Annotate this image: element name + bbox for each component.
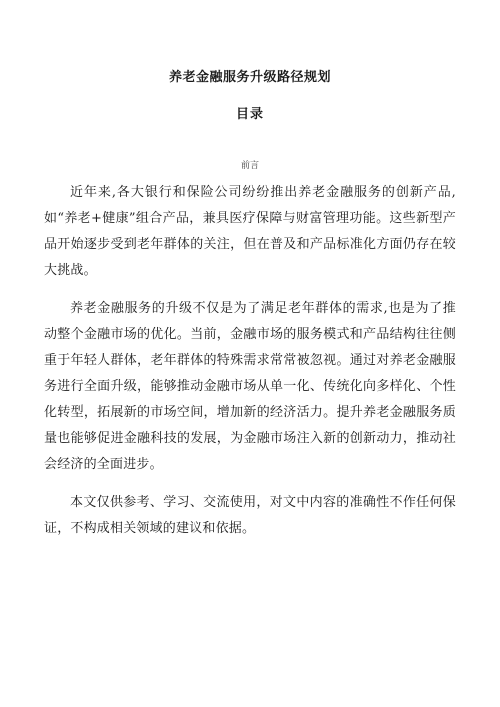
document-title: 养老金融服务升级路径规划 bbox=[168, 70, 331, 85]
toc-heading: 目录 bbox=[235, 107, 264, 122]
paragraph-1: 近年来,各大银行和保险公司纷纷推出养老金融服务的创新产品,如“养老+健康”组合产品，兼具医疗保障与财富管理功能。这些新型产品开始逐步受到老年群体的关注，但在普及和产品标准化方面仍存在较大挑战。 bbox=[44, 185, 456, 278]
preface-body bbox=[44, 180, 456, 554]
section-label-preface: 前言 bbox=[240, 161, 259, 171]
paragraph-3: 本文仅供参考、学习、交流使用，对文中内容的准确性不作任何保证，不构成相关领域的建议和依据。 bbox=[44, 495, 456, 536]
paragraph-2: 养老金融服务的升级不仅是为了满足老年群体的需求,也是为了推动整个金融市场的优化。当前，金融市场的服务模式和产品结构往往侧重于年轻人群体，老年群体的特殊需求常常被忽视。通过对养老金融服务进行全面升级，能够推动金融市场从单一化、传统化向多样化、个性化转型，拓展新的市场空间，增加新的经济活力。提升养老金融服务质量也能够促进金融科技的发展，为金融市场注入新的创新动力，推动社会经济的全面进步。 bbox=[44, 301, 456, 472]
